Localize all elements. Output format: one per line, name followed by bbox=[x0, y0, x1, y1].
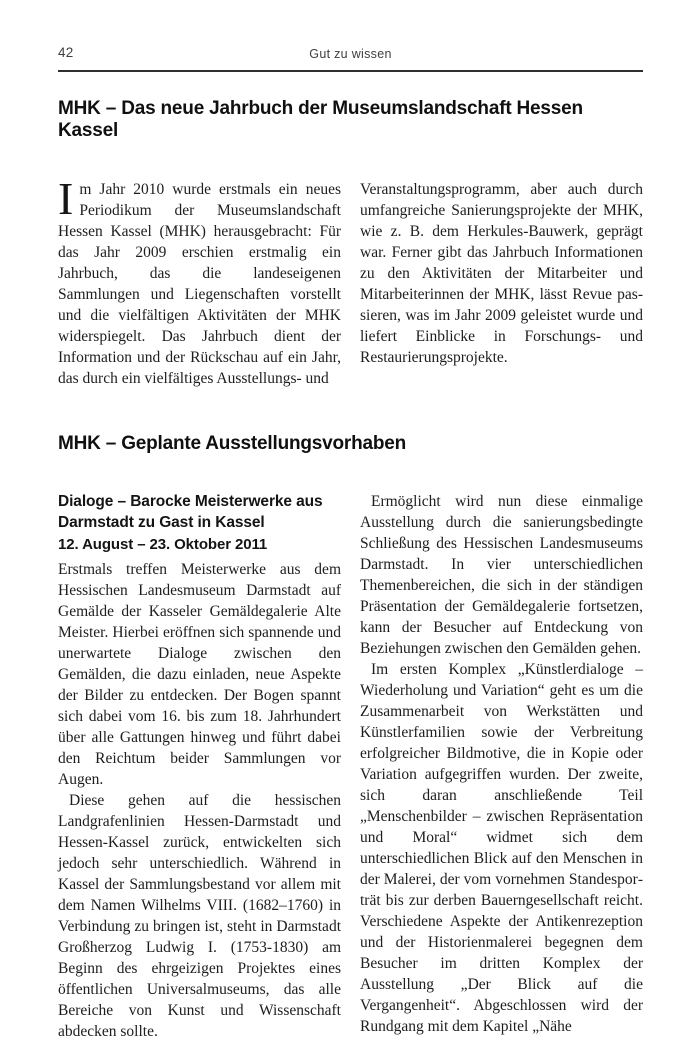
paragraph-text: m Jahr 2010 wurde erstmals ein neues Periodikum der Museumslandschaft Hessen Kassel (MHK) herausgebracht: Für das Jahr 2009 erschien erstmalig ein Jahrbuch, das die landeseigenen Sammlungen und Liegenschaften vorstellt und die vielfältigen Aktivitäten der MHK widerspiegelt. Das Jahrbuch dient der Information und der Rückschau auf ein Jahr, das durch ein vielfältiges Ausstellungs- und bbox=[58, 181, 341, 387]
drop-cap: I bbox=[58, 173, 74, 224]
article-title-ausstellung: MHK – Geplante Ausstellungsvorhaben bbox=[58, 433, 407, 454]
article-title-jahrbuch: MHK – Das neue Jahrbuch der Museumslandschaft Hessen Kassel bbox=[58, 98, 583, 141]
section-ausstellung bbox=[58, 491, 643, 1042]
exhibition-title: Dialoge – Barocke Meisterwerke aus Darmstadt zu Gast in Kassel bbox=[58, 493, 323, 531]
paragraph: Erstmals treffen Meisterwerke aus dem Hessischen Landesmuseum Darmstadt auf Gemälde der Kasseler Gemäldegalerie Alte Meister. Hierbei eröffnen sich spannende und unerwartete Dialoge zwischen den Gemälden, die dazu einladen, neue Aspekte der Bilder zu entdecken. Der Bogen spannt sich dabei vom 16. bis zum 18. Jahrhundert über alle Gattungen hinweg und führt dabei den Reichtum beider Sammlungen vor Augen. bbox=[58, 561, 341, 788]
column-right bbox=[360, 491, 643, 1042]
running-head: Gut zu wissen bbox=[309, 47, 392, 61]
column-left bbox=[58, 173, 341, 389]
paragraph: Im ersten Komplex „Künstlerdialoge – Wiederholung und Variation“ geht es um die Zusammenarbeit von Werkstätten und Künstlerfamilien sowie der Verbreitung erfolgreicher Bildmotive, die in Kopie oder Variation aufgegriffen wurden. Der zweite, sich daran anschließende Teil „Menschenbilder – zwischen Repräsentation und Moral“ widmet sich dem unterschiedlichen Blick auf den Menschen in der Malerei, der vom vornehmen Standesporträt bis zur derben Bauerngesellschaft reicht. Verschiedene Aspekte der Antikenrezeption und der Historienmalerei begegnen dem Besucher im dritten Komplex der Ausstellung „Der Blick auf die Vergangenheit“. Abgeschlossen wird der Rundgang mit dem Kapitel „Nähe bbox=[360, 661, 643, 1035]
column-right bbox=[360, 179, 643, 389]
column-left bbox=[58, 491, 341, 1042]
paragraph bbox=[58, 173, 341, 389]
paragraph: Diese gehen auf die hessischen Landgrafenlinien Hessen-Darmstadt und Hessen-Kassel zurück, entwickelten sich jedoch sehr unterschiedlich. Während in Kassel der Sammlungsbestand vor allem mit dem Namen Wilhelms VIII. (1682–1760) in Verbindung zu bringen ist, steht in Darmstadt Großherzog Ludwig I. (1753-1830) am Beginn des ehrgeizigen Projektes eines öffentlichen Universalmuseums, das alle Bereiche von Kunst und Wissenschaft abdecken sollte. bbox=[58, 792, 341, 1040]
paragraph: Ermöglicht wird nun diese einmalige Ausstellung durch die sanierungsbedingte Schließung des Hessischen Landesmuseums Darmstadt. In vier unterschiedlichen Themenbereichen, die sich in der ständigen Präsentation der Gemäldegalerie fortsetzen, kann der Besucher auf Entdeckung von Beziehungen zwischen den Gemälden gehen. bbox=[360, 493, 643, 657]
exhibition-dates: 12. August – 23. Oktober 2011 bbox=[58, 536, 268, 553]
page-header bbox=[58, 0, 643, 72]
page-number: 42 bbox=[58, 45, 74, 60]
section-jahrbuch bbox=[58, 173, 643, 389]
paragraph: Veranstaltungsprogramm, aber auch durch umfangreiche Sanierungsprojekte der MHK, wie z. B. dem Herkules-Bauwerk, geprägt war. Ferner gibt das Jahrbuch Informationen zu den Aktivitäten der Mitarbeiter und Mitarbeiterinnen der MHK, lässt Revue passieren, was im Jahr 2009 geleistet wurde und liefert Einblicke in Forschungs- und Restaurierungsprojekte. bbox=[360, 181, 643, 366]
